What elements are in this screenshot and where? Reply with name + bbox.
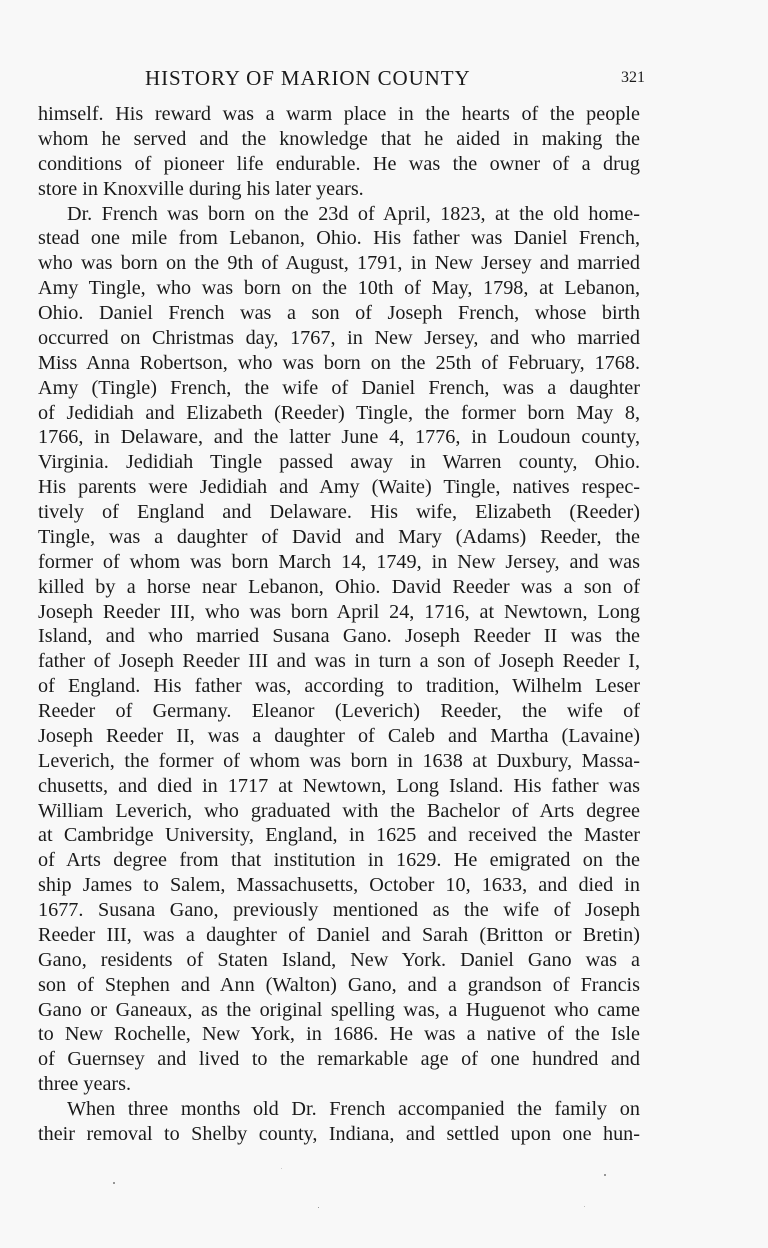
- text-line: Reeder of Germany. Eleanor (Leverich) Reeder, the wife of: [38, 700, 640, 722]
- text-line: Island, and who married Susana Gano. Joseph Reeder II was the: [38, 625, 640, 648]
- text-line: Ohio. Daniel French was a son of Joseph French, whose birth: [38, 302, 640, 324]
- text-line: 1766, in Delaware, and the latter June 4, 1776, in Loudoun county,: [38, 426, 640, 449]
- scan-speck: [318, 1207, 319, 1208]
- text-line: Amy Tingle, who was born on the 10th of May, 1798, at Lebanon,: [38, 277, 640, 300]
- text-line: son of Stephen and Ann (Walton) Gano, and a grandson of Francis: [38, 973, 640, 996]
- text-line: Joseph Reeder II, was a daughter of Caleb and Martha (Lavaine): [38, 724, 640, 747]
- text-line: whom he served and the knowledge that he aided in making the: [38, 127, 640, 150]
- text-line: who was born on the 9th of August, 1791, in New Jersey and married: [38, 252, 640, 275]
- text-line: chusetts, and died in 1717 at Newtown, Long Island. His father was: [38, 774, 640, 797]
- text-line: Amy (Tingle) French, the wife of Daniel French, was a daughter: [38, 376, 640, 399]
- text-line: of Jedidiah and Elizabeth (Reeder) Tingle, the former born May 8,: [38, 401, 640, 424]
- scan-speck: [281, 1168, 282, 1169]
- text-line: When three months old Dr. French accompanied the family on: [67, 1098, 640, 1120]
- scan-speck: [584, 1206, 585, 1207]
- text-line: Miss Anna Robertson, who was born on the 25th of February, 1768.: [38, 351, 640, 374]
- text-line: conditions of pioneer life endurable. He was the owner of a drug: [38, 152, 640, 175]
- text-line: tively of England and Delaware. His wife, Elizabeth (Reeder): [38, 501, 640, 523]
- text-line: occurred on Christmas day, 1767, in New Jersey, and who married: [38, 326, 640, 349]
- text-line: himself. His reward was a warm place in the hearts of the people: [38, 103, 640, 125]
- running-head: [145, 66, 645, 96]
- text-line: to New Rochelle, New York, in 1686. He was a native of the Isle: [38, 1023, 640, 1046]
- body-text: [38, 102, 640, 1147]
- scan-speck: [113, 1182, 115, 1184]
- text-line: of Guernsey and lived to the remarkable age of one hundred and: [38, 1048, 640, 1071]
- text-line: their removal to Shelby county, Indiana, and settled upon one hun-: [38, 1122, 640, 1145]
- text-line: Gano, residents of Staten Island, New York. Daniel Gano was a: [38, 948, 640, 971]
- text-line: Joseph Reeder III, who was born April 24, 1716, at Newtown, Long: [38, 600, 640, 623]
- running-head-title: HISTORY OF MARION COUNTY: [145, 66, 471, 90]
- text-line: at Cambridge University, England, in 1625 and received the Master: [38, 824, 640, 847]
- text-line: Reeder III, was a daughter of Daniel and Sarah (Britton or Bretin): [38, 923, 640, 946]
- text-line: Leverich, the former of whom was born in 1638 at Duxbury, Massa-: [38, 749, 640, 772]
- text-line: store in Knoxville during his later years.: [38, 177, 364, 200]
- text-line: Virginia. Jedidiah Tingle passed away in Warren county, Ohio.: [38, 451, 640, 474]
- text-line: 1677. Susana Gano, previously mentioned as the wife of Joseph: [38, 899, 640, 921]
- text-line: three years.: [38, 1073, 132, 1096]
- scan-speck: [604, 1174, 606, 1176]
- text-line: father of Joseph Reeder III and was in turn a son of Joseph Reeder I,: [38, 650, 640, 673]
- text-line: William Leverich, who graduated with the Bachelor of Arts degree: [38, 799, 640, 822]
- text-line: Gano or Ganeaux, as the original spelling was, a Huguenot who came: [38, 998, 640, 1021]
- page-number: 321: [621, 69, 645, 86]
- text-line: killed by a horse near Lebanon, Ohio. David Reeder was a son of: [38, 575, 640, 598]
- text-line: Dr. French was born on the 23d of April, 1823, at the old home-: [67, 202, 640, 225]
- text-line: His parents were Jedidiah and Amy (Waite) Tingle, natives respec-: [38, 476, 640, 499]
- text-line: former of whom was born March 14, 1749, in New Jersey, and was: [38, 550, 640, 573]
- text-line: of England. His father was, according to tradition, Wilhelm Leser: [38, 675, 640, 698]
- text-line: stead one mile from Lebanon, Ohio. His father was Daniel French,: [38, 227, 640, 250]
- text-line: of Arts degree from that institution in 1629. He emigrated on the: [38, 849, 640, 872]
- text-line: ship James to Salem, Massachusetts, October 10, 1633, and died in: [38, 874, 640, 897]
- text-line: Tingle, was a daughter of David and Mary (Adams) Reeder, the: [38, 525, 640, 548]
